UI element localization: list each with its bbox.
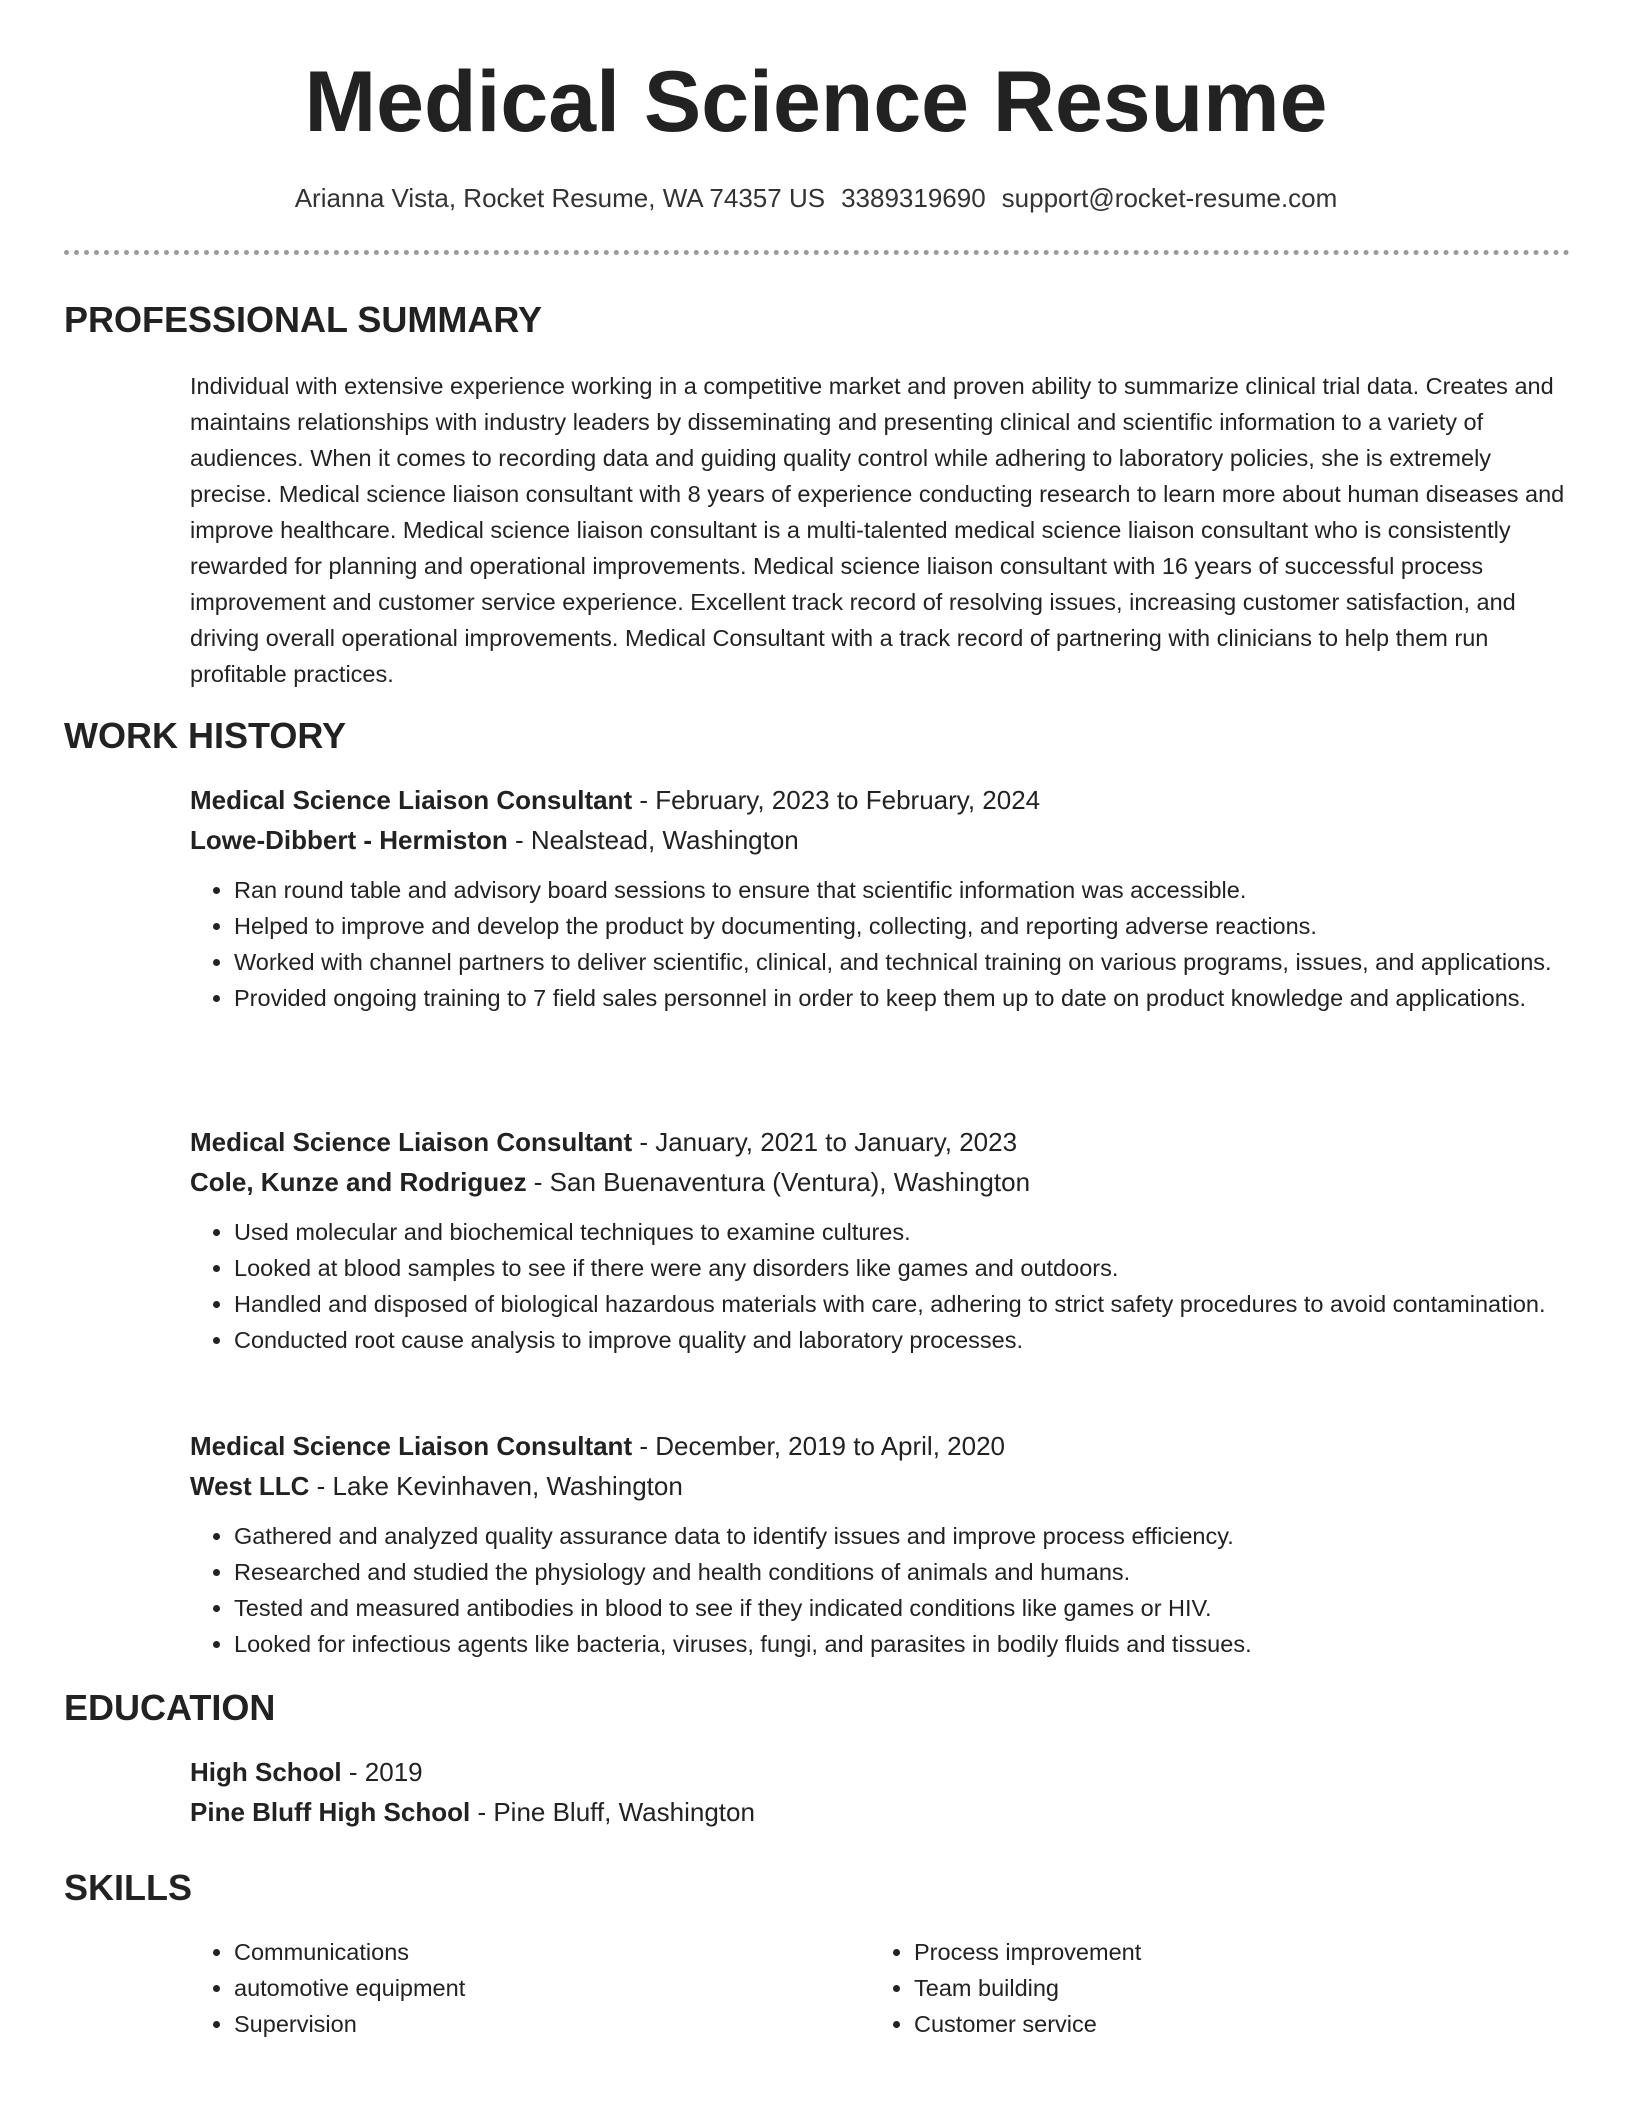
job-bullets	[190, 872, 1570, 1016]
job-role: Medical Science Liaison Consultant	[190, 785, 633, 815]
list-item: • automotive equipment	[234, 1970, 870, 2006]
list-item: • Handled and disposed of biological hazardous materials with care, adhering to strict safety procedures to avoid contamination.	[234, 1286, 1570, 1322]
job-location: - Nealstead, Washington	[507, 825, 799, 855]
list-item: • Tested and measured antibodies in blood to see if they indicated conditions like games or HIV.	[234, 1590, 1570, 1626]
skills-column-left	[190, 1934, 870, 2042]
job-entry	[190, 1122, 1570, 1358]
job-role-line	[190, 1122, 1570, 1162]
job-role-line	[190, 780, 1570, 820]
job-entry	[190, 1426, 1570, 1662]
job-role-line	[190, 1426, 1570, 1466]
job-entry	[190, 780, 1570, 1016]
job-dates: - January, 2021 to January, 2023	[632, 1127, 1018, 1157]
skills-column-right	[870, 1934, 1550, 2042]
job-location: - Lake Kevinhaven, Washington	[309, 1471, 683, 1501]
list-item: • Process improvement	[914, 1934, 1550, 1970]
contact-line	[0, 180, 1632, 216]
education-degree-line	[190, 1752, 1570, 1792]
header-divider	[64, 250, 1570, 255]
list-item: • Looked for infectious agents like bacteria, viruses, fungi, and parasites in bodily fluids and tissues.	[234, 1626, 1570, 1662]
job-company: Lowe-Dibbert - Hermiston	[190, 825, 508, 855]
contact-email: support@rocket-resume.com	[1001, 183, 1338, 213]
list-item: • Looked at blood samples to see if there were any disorders like games and outdoors.	[234, 1250, 1570, 1286]
job-dates: - February, 2023 to February, 2024	[632, 785, 1041, 815]
skills-list	[190, 1934, 1570, 2042]
contact-phone: 3389319690	[841, 183, 986, 213]
section-title-work: WORK HISTORY	[64, 715, 347, 756]
list-item: • Provided ongoing training to 7 field sales personnel in order to keep them up to date on product knowledge and applications.	[234, 980, 1570, 1016]
job-company-line	[190, 1466, 1570, 1506]
job-location: - San Buenaventura (Ventura), Washington	[526, 1167, 1031, 1197]
education-degree: High School	[190, 1757, 342, 1787]
list-item: • Researched and studied the physiology and health conditions of animals and humans.	[234, 1554, 1570, 1590]
education-school-line	[190, 1792, 1570, 1832]
section-title-summary: PROFESSIONAL SUMMARY	[64, 299, 543, 340]
list-item: • Team building	[914, 1970, 1550, 2006]
job-company-line	[190, 820, 1570, 860]
list-item: • Ran round table and advisory board sessions to ensure that scientific information was accessible.	[234, 872, 1570, 908]
list-item: • Supervision	[234, 2006, 870, 2042]
job-role: Medical Science Liaison Consultant	[190, 1431, 633, 1461]
list-item: • Used molecular and biochemical techniques to examine cultures.	[234, 1214, 1570, 1250]
list-item: • Helped to improve and develop the product by documenting, collecting, and reporting adverse reactions.	[234, 908, 1570, 944]
job-company-line	[190, 1162, 1570, 1202]
education-year: - 2019	[341, 1757, 423, 1787]
list-item: • Customer service	[914, 2006, 1550, 2042]
list-item: • Gathered and analyzed quality assurance data to identify issues and improve process efficiency.	[234, 1518, 1570, 1554]
job-dates: - December, 2019 to April, 2020	[632, 1431, 1005, 1461]
job-company: Cole, Kunze and Rodriguez	[190, 1167, 527, 1197]
list-item: • Conducted root cause analysis to improve quality and laboratory processes.	[234, 1322, 1570, 1358]
education-school: Pine Bluff High School	[190, 1797, 471, 1827]
list-item: • Worked with channel partners to deliver scientific, clinical, and technical training on various programs, issues, and applications.	[234, 944, 1570, 980]
education-entry	[190, 1752, 1570, 1832]
job-bullets	[190, 1518, 1570, 1662]
section-title-education: EDUCATION	[64, 1687, 276, 1728]
section-title-skills: SKILLS	[64, 1867, 193, 1908]
job-company: West LLC	[190, 1471, 310, 1501]
education-location: - Pine Bluff, Washington	[470, 1797, 755, 1827]
job-bullets	[190, 1214, 1570, 1358]
job-role: Medical Science Liaison Consultant	[190, 1127, 633, 1157]
page-title: Medical Science Resume	[304, 54, 1328, 150]
summary-text: Individual with extensive experience working in a competitive market and proven ability to summarize clinical trial data. Creates and maintains relationships with industry leaders by disseminating and presenting clinical and scientific information to a variety of audiences. When it comes to recording data and guiding quality control while adhering to laboratory policies, she is extremely precise. Medical science liaison consultant with 8 years of experience conducting research to learn more about human diseases and improve healthcare. Medical science liaison consultant is a multi-talented medical science liaison consultant who is consistently rewarded for planning and operational improvements. Medical science liaison consultant with 16 years of successful process improvement and customer service experience. Excellent track record of resolving issues, increasing customer satisfaction, and driving overall operational improvements. Medical Consultant with a track record of partnering with clinicians to help them run profitable practices.	[190, 373, 1565, 687]
contact-address: Arianna Vista, Rocket Resume, WA 74357 US	[294, 183, 826, 213]
list-item: • Communications	[234, 1934, 870, 1970]
